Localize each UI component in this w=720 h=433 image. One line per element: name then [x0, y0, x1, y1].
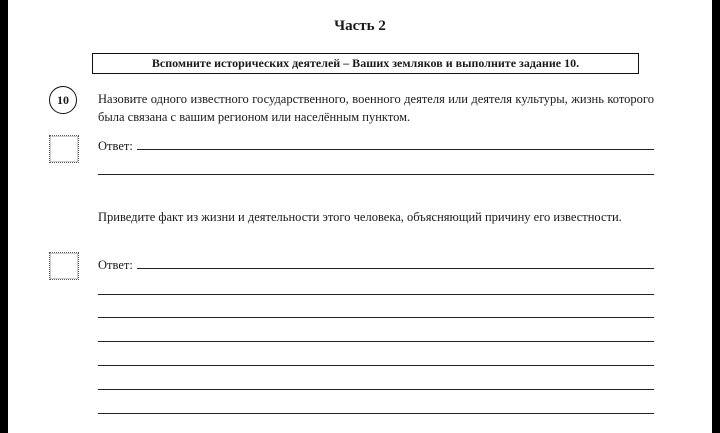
question-1-text: Назовите одного известного государственного, военного деятеля или деятеля культуры, жизнь которого была связана с вашим регионом или населённым пунктом. [98, 92, 654, 124]
answer-2-row[interactable] [98, 256, 654, 272]
answer-2-extra-line[interactable] [98, 294, 654, 295]
answer-2-extra-line[interactable] [98, 365, 654, 366]
question-2-text: Приведите факт из жизни и деятельности этого человека, объясняющий причину его известности. [98, 210, 622, 224]
answer-2-extra-line[interactable] [98, 341, 654, 342]
task-number-badge: 10 [49, 86, 77, 114]
answer-1-line[interactable] [137, 149, 654, 150]
answer-1-extra-line[interactable] [98, 174, 654, 175]
answer-1-label: Ответ: [98, 139, 133, 153]
worksheet-page [8, 0, 712, 433]
section-header: Вспомните исторических деятелей – Ваших земляков и выполните задание 10. [92, 53, 639, 74]
part-title: Часть 2 [334, 18, 386, 34]
answer-2-extra-line[interactable] [98, 389, 654, 390]
answer-2-extra-line[interactable] [98, 317, 654, 318]
score-box-1 [49, 135, 79, 163]
answer-2-line[interactable] [137, 268, 654, 269]
answer-2-extra-line[interactable] [98, 413, 654, 414]
score-box-2 [49, 252, 79, 280]
answer-1-row[interactable] [98, 137, 654, 153]
answer-2-label: Ответ: [98, 258, 133, 272]
